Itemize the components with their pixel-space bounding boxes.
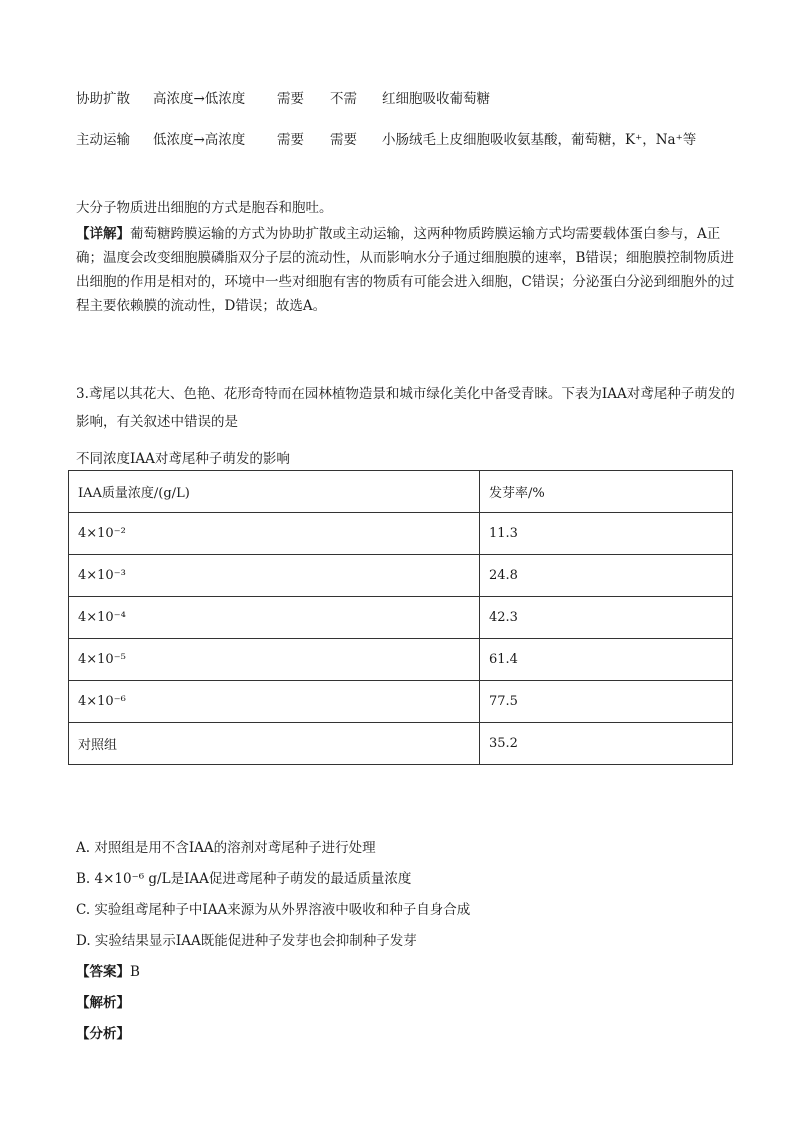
- table-row: [69, 513, 733, 555]
- transport-carrier: 需要: [277, 91, 304, 107]
- header-rate: 发芽率/%: [480, 471, 733, 513]
- table-row: [69, 639, 733, 681]
- table-row: [69, 723, 733, 765]
- table-row: [69, 597, 733, 639]
- transport-example: 红细胞吸收葡萄糖: [382, 91, 490, 107]
- question3-stem: 3.鸢尾以其花大、色艳、花形奇特而在园林植物造景和城市绿化美化中备受青睐。下表为IAA对鸢尾种子萌发的影响，有关叙述中错误的是: [76, 386, 735, 430]
- cell-rate: 11.3: [480, 513, 733, 555]
- cell-rate: 35.2: [480, 723, 733, 765]
- transport-carrier: 需要: [277, 132, 304, 148]
- detail-paragraph: [76, 222, 736, 318]
- transport-type: 主动运输: [76, 132, 130, 148]
- cell-concentration: 4×10⁻³: [69, 555, 480, 597]
- table-header-row: [69, 471, 733, 513]
- option-c: C. 实验组鸢尾种子中IAA来源为从外界溶液中吸收和种子自身合成: [76, 902, 471, 918]
- macromolecule-note: 大分子物质进出细胞的方式是胞吞和胞吐。: [76, 200, 333, 216]
- table-caption: 不同浓度IAA对鸢尾种子萌发的影响: [76, 451, 290, 467]
- cell-rate: 77.5: [480, 681, 733, 723]
- detail-text: 葡萄糖跨膜运输的方式为协助扩散或主动运输，这两种物质跨膜运输方式均需要载体蛋白参与，A正确；温度会改变细胞膜磷脂双分子层的流动性，从而影响水分子通过细胞膜的速率，B错误；细胞膜控制物质进出细胞的作用是相对的，环境中一些对细胞有害的物质有可能会进入细胞，C错误；分泌蛋白分泌到细胞外的过程主要依赖膜的流动性，D错误；故选A。: [76, 226, 735, 314]
- table-row: [69, 555, 733, 597]
- header-concentration: IAA质量浓度/(g/L): [69, 471, 480, 513]
- analysis-label: 【解析】: [76, 995, 130, 1011]
- cell-rate: 42.3: [480, 597, 733, 639]
- option-d: D. 实验结果显示IAA既能促进种子发芽也会抑制种子发芽: [76, 933, 417, 949]
- iaa-germination-table: [68, 470, 733, 765]
- transport-energy: 需要: [330, 132, 357, 148]
- cell-concentration: 4×10⁻⁵: [69, 639, 480, 681]
- answer-label: 【答案】: [76, 964, 130, 980]
- cell-concentration: 4×10⁻²: [69, 513, 480, 555]
- answer-line: [76, 960, 140, 980]
- cell-concentration: 4×10⁻⁴: [69, 597, 480, 639]
- cell-concentration: 对照组: [69, 723, 480, 765]
- transport-example: 小肠绒毛上皮细胞吸收氨基酸，葡萄糖，K⁺，Na⁺等: [382, 132, 697, 148]
- table-row: [69, 681, 733, 723]
- option-b: B. 4×10⁻⁶ g/L是IAA促进鸢尾种子萌发的最适质量浓度: [76, 871, 412, 887]
- cell-rate: 61.4: [480, 639, 733, 681]
- detail-label: 【详解】: [76, 226, 130, 242]
- transport-direction: 高浓度→低浓度: [153, 91, 246, 107]
- transport-type: 协助扩散: [76, 91, 130, 107]
- transport-energy: 不需: [330, 91, 357, 107]
- transport-direction: 低浓度→高浓度: [153, 132, 246, 148]
- option-a: A. 对照组是用不含IAA的溶剂对鸢尾种子进行处理: [76, 840, 376, 856]
- cell-concentration: 4×10⁻⁶: [69, 681, 480, 723]
- answer-value: B: [130, 964, 140, 980]
- cell-rate: 24.8: [480, 555, 733, 597]
- analysis-sub-label: 【分析】: [76, 1026, 130, 1042]
